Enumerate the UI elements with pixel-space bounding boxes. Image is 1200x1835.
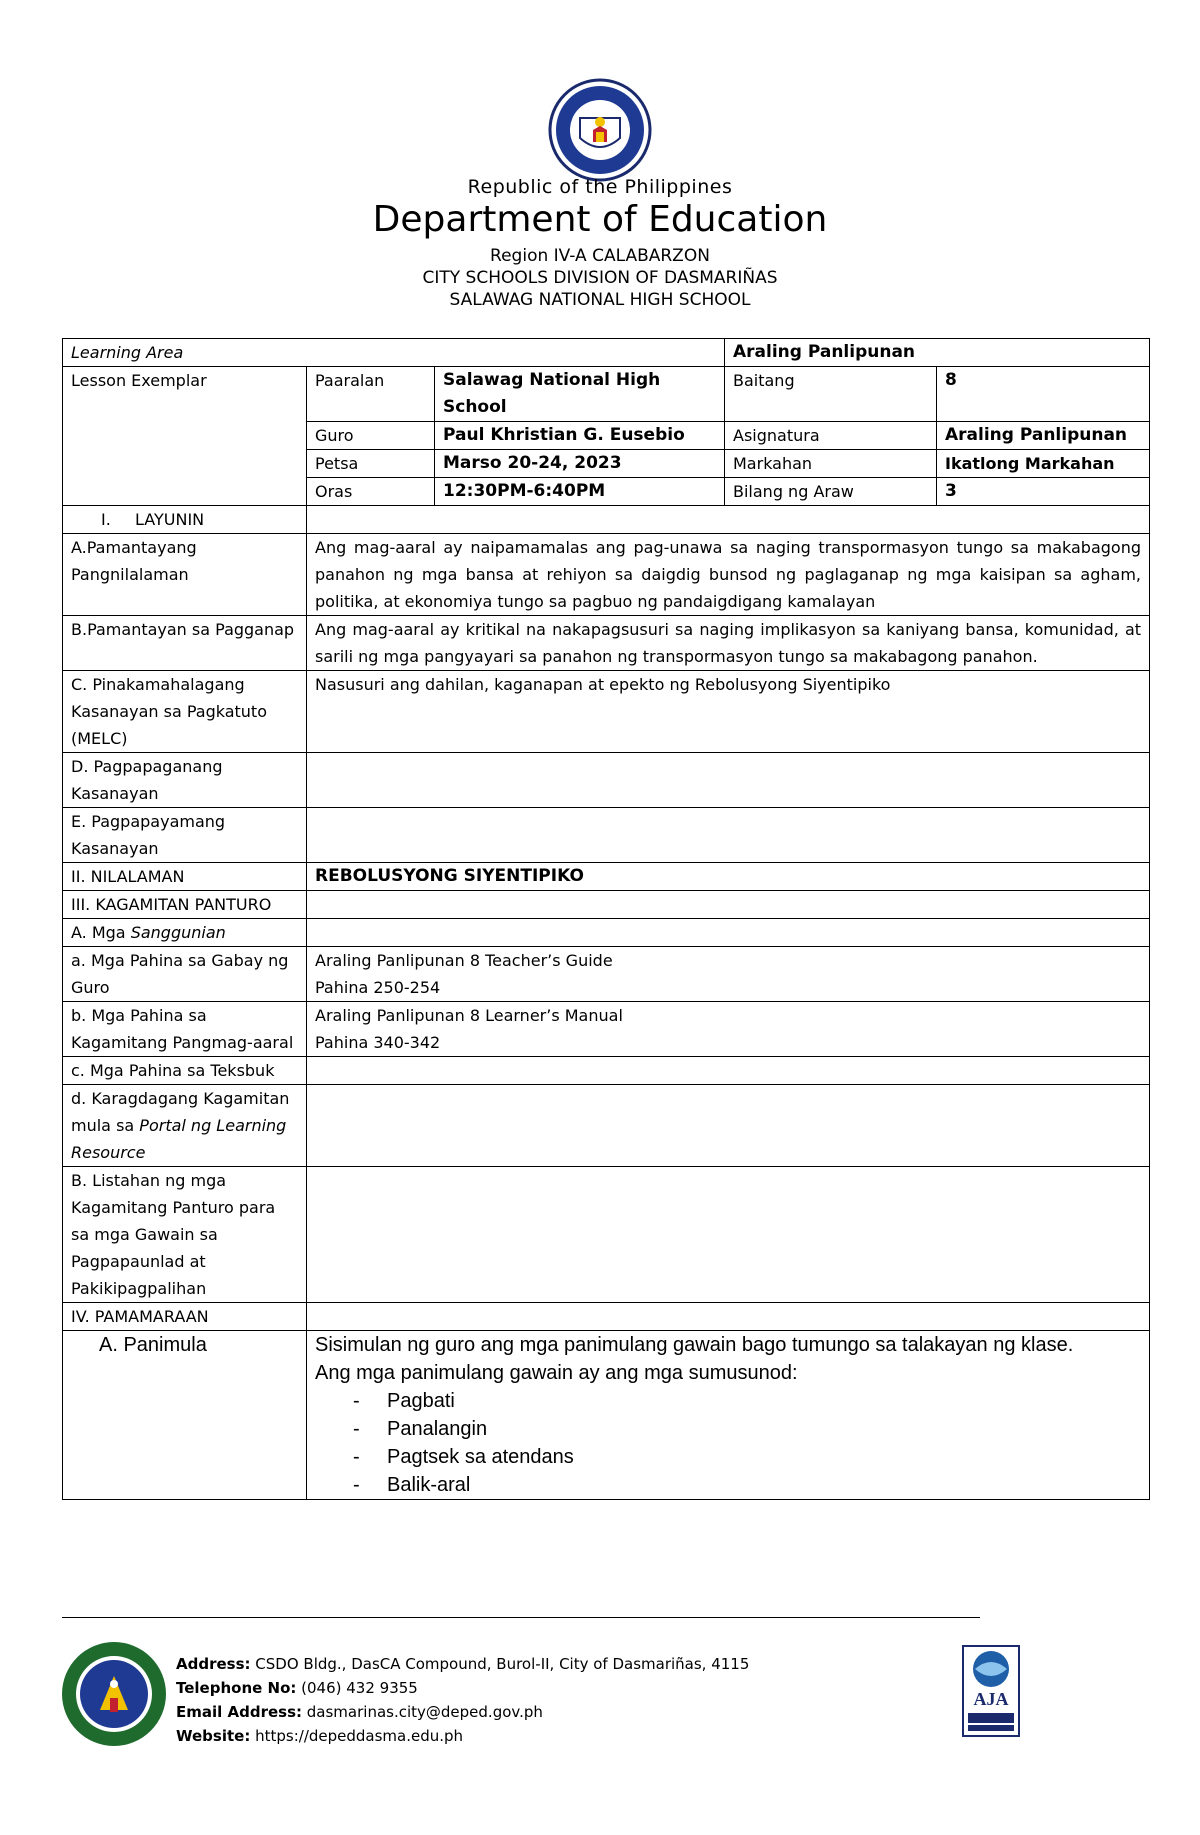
gabay-guro-label: a. Mga Pahina sa Gabay ng Guro xyxy=(63,947,307,1002)
pamantayang-pangnilalaman-row xyxy=(63,534,1150,616)
oras-value: 12:30PM-6:40PM xyxy=(435,478,725,506)
footer-contact-info xyxy=(176,1652,749,1748)
karagdagan-row xyxy=(63,1085,1150,1167)
address-label: Address: xyxy=(176,1655,251,1673)
panimula-label: A. Panimula xyxy=(63,1331,307,1500)
markahan-label: Markahan xyxy=(725,450,937,478)
deped-seal-logo xyxy=(548,78,652,182)
pamantayang-pangnilalaman-label: A.Pamantayang Pangnilalaman xyxy=(63,534,307,616)
list-item xyxy=(315,1415,1141,1443)
learning-area-label: Learning Area xyxy=(63,339,725,367)
pamamaraan-row xyxy=(63,1303,1150,1331)
division-heading: CITY SCHOOLS DIVISION OF DASMARIÑAS xyxy=(422,268,778,288)
baitang-label: Baitang xyxy=(725,367,937,422)
pagpapayamang-value xyxy=(307,808,1150,863)
gabay-guro-value xyxy=(307,947,1150,1002)
pamantayan-pagganap-label: B.Pamantayan sa Pagganap xyxy=(63,616,307,671)
panimula-line2: Ang mga panimulang gawain ay ang mga sumusunod: xyxy=(315,1362,798,1384)
aja-certification-logo xyxy=(962,1645,1020,1737)
list-item xyxy=(315,1387,1141,1415)
panimula-line1: Sisimulan ng guro ang mga panimulang gawain bago tumungo sa talakayan ng klase. xyxy=(315,1334,1074,1356)
list-item-text: Balik-aral xyxy=(387,1474,471,1496)
pangmag-aaral-line2: Pahina 340-342 xyxy=(315,1033,441,1052)
markahan-value: Ikatlong Markahan xyxy=(937,450,1150,478)
nilalaman-row xyxy=(63,863,1150,891)
layunin-row xyxy=(63,506,1150,534)
pagpapaganang-value xyxy=(307,753,1150,808)
sanggunian-row xyxy=(63,919,1150,947)
melc-label: C. Pinakamahalagang Kasanayan sa Pagkatuto (MELC) xyxy=(63,671,307,753)
paaralan-row xyxy=(63,367,1150,422)
region-heading: Region IV-A CALABARZON xyxy=(490,246,710,266)
address-value: CSDO Bldg., DasCA Compound, Burol-II, City of Dasmariñas, 4115 xyxy=(250,1655,750,1673)
baitang-value: 8 xyxy=(937,367,1150,422)
bilang-value: 3 xyxy=(937,478,1150,506)
pamantayang-pangnilalaman-value: Ang mag-aaral ay naipamamalas ang pag-unawa sa naging transpormasyon tungo sa makabagong panahon ng mga bansa at rehiyon sa daigdig bunsod ng paglaganap ng mga kaisipan sa agham, politika, at ekonomiya tungo sa pagbuo ng pandaigdigang kamalayan xyxy=(307,534,1150,616)
panimula-list xyxy=(315,1387,1141,1499)
panimula-row xyxy=(63,1331,1150,1500)
bilang-label: Bilang ng Araw xyxy=(725,478,937,506)
list-item-text: Pagbati xyxy=(387,1390,455,1412)
website-label: Website: xyxy=(176,1727,251,1745)
petsa-label: Petsa xyxy=(307,450,435,478)
karagdagan-italic: Portal ng Learning Resource xyxy=(71,1116,287,1162)
asignatura-value: Araling Panlipunan xyxy=(937,422,1150,450)
asignatura-label: Asignatura xyxy=(725,422,937,450)
karagdagan-text: d. Karagdagang Kagamitan mula sa xyxy=(71,1089,290,1135)
karagdagan-label xyxy=(63,1085,307,1167)
sanggunian-italic: Sanggunian xyxy=(130,923,226,942)
melc-value: Nasusuri ang dahilan, kaganapan at epekto ng Rebolusyong Siyentipiko xyxy=(307,671,1150,753)
address-line xyxy=(176,1652,749,1676)
pangmag-aaral-line1: Araling Panlipunan 8 Learner’s Manual xyxy=(315,1006,623,1025)
panimula-value xyxy=(307,1331,1150,1500)
list-item xyxy=(315,1471,1141,1499)
kagamitan-row xyxy=(63,891,1150,919)
teksbuk-label: c. Mga Pahina sa Teksbuk xyxy=(63,1057,307,1085)
pamantayan-pagganap-value: Ang mag-aaral ay kritikal na nakapagsusuri sa naging implikasyon sa kaniyang bansa, komunidad, at sarili ng mga pangyayari sa panahon ng transpormasyon tungo sa makabagong panahon. xyxy=(307,616,1150,671)
pangmag-aaral-row xyxy=(63,1002,1150,1057)
website-value: https://depeddasma.edu.ph xyxy=(250,1727,464,1745)
email-line xyxy=(176,1700,749,1724)
melc-row xyxy=(63,671,1150,753)
karagdagan-value xyxy=(307,1085,1150,1167)
listahan-label: B. Listahan ng mga Kagamitang Panturo para sa mga Gawain sa Pagpapaunlad at Pakikipagpalihan xyxy=(63,1167,307,1303)
guro-label: Guro xyxy=(307,422,435,450)
gabay-guro-line2: Pahina 250-254 xyxy=(315,978,441,997)
pagpapayamang-row xyxy=(63,808,1150,863)
website-line xyxy=(176,1724,749,1748)
listahan-value xyxy=(307,1167,1150,1303)
telephone-value: (046) 432 9355 xyxy=(296,1679,418,1697)
school-heading: SALAWAG NATIONAL HIGH SCHOOL xyxy=(449,290,751,310)
pamamaraan-label: IV. PAMAMARAAN xyxy=(63,1303,307,1331)
pangmag-aaral-label: b. Mga Pahina sa Kagamitang Pangmag-aaral xyxy=(63,1002,307,1057)
layunin-number: I. xyxy=(101,510,111,529)
petsa-value: Marso 20-24, 2023 xyxy=(435,450,725,478)
lesson-exemplar-table xyxy=(62,338,1150,1500)
list-item-text: Pagtsek sa atendans xyxy=(387,1446,574,1468)
department-heading: Department of Education xyxy=(372,199,828,240)
learning-area-row xyxy=(63,339,1150,367)
sanggunian-value xyxy=(307,919,1150,947)
paaralan-value: Salawag National High School xyxy=(435,367,725,422)
learning-area-value: Araling Panlipunan xyxy=(725,339,1150,367)
pamamaraan-value xyxy=(307,1303,1150,1331)
teksbuk-row xyxy=(63,1057,1150,1085)
gabay-guro-row xyxy=(63,947,1150,1002)
lesson-exemplar-label: Lesson Exemplar xyxy=(63,367,307,506)
kagamitan-label: III. KAGAMITAN PANTURO xyxy=(63,891,307,919)
aja-text: AJA xyxy=(973,1689,1009,1709)
pagpapayamang-label: E. Pagpapayamang Kasanayan xyxy=(63,808,307,863)
pamantayan-pagganap-row xyxy=(63,616,1150,671)
pagpapaganang-row xyxy=(63,753,1150,808)
pagpapaganang-label: D. Pagpapaganang Kasanayan xyxy=(63,753,307,808)
guro-value: Paul Khristian G. Eusebio xyxy=(435,422,725,450)
oras-label: Oras xyxy=(307,478,435,506)
gabay-guro-line1: Araling Panlipunan 8 Teacher’s Guide xyxy=(315,951,613,970)
email-value: dasmarinas.city@deped.gov.ph xyxy=(302,1703,543,1721)
layunin-text: LAYUNIN xyxy=(135,510,205,529)
list-item-text: Panalangin xyxy=(387,1418,488,1440)
listahan-row xyxy=(63,1167,1150,1303)
telephone-line xyxy=(176,1676,749,1700)
layunin-empty xyxy=(307,506,1150,534)
paaralan-label: Paaralan xyxy=(307,367,435,422)
footer-divider xyxy=(62,1617,980,1618)
email-label: Email Address: xyxy=(176,1703,303,1721)
telephone-label: Telephone No: xyxy=(176,1679,297,1697)
sanggunian-prefix: A. Mga xyxy=(71,923,131,942)
layunin-heading xyxy=(63,506,307,534)
nilalaman-label: II. NILALAMAN xyxy=(63,863,307,891)
kagamitan-value xyxy=(307,891,1150,919)
list-item xyxy=(315,1443,1141,1471)
nilalaman-value: REBOLUSYONG SIYENTIPIKO xyxy=(307,863,1150,891)
teksbuk-value xyxy=(307,1057,1150,1085)
division-seal-logo xyxy=(60,1640,168,1748)
sanggunian-label xyxy=(63,919,307,947)
pangmag-aaral-value xyxy=(307,1002,1150,1057)
republic-heading: Republic of the Philippines xyxy=(467,176,733,198)
